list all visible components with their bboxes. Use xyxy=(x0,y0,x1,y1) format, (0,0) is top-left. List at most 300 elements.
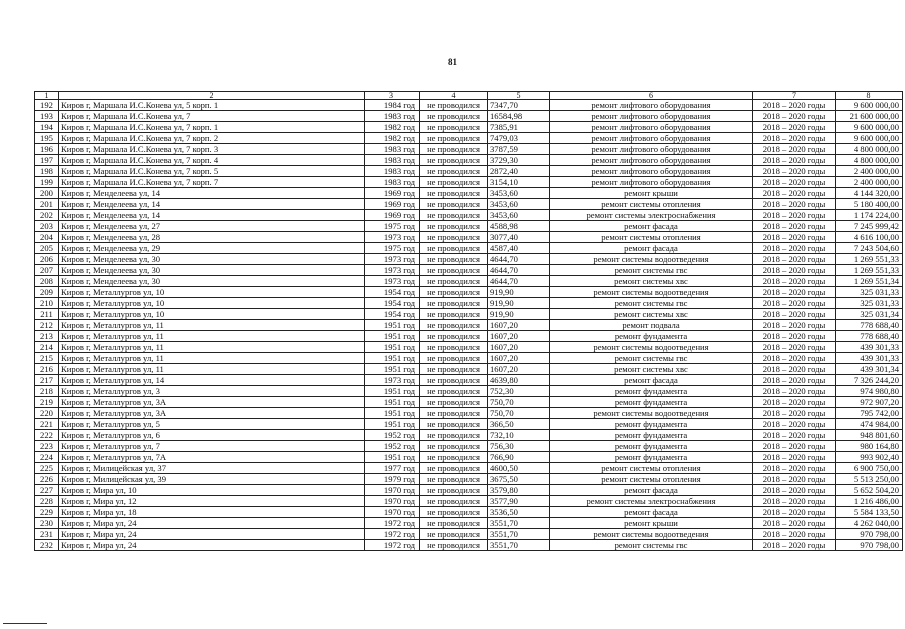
work-type-cell: ремонт системы отопления xyxy=(550,232,753,243)
period-cell: 2018 – 2020 годы xyxy=(753,199,836,210)
table-row xyxy=(35,144,903,155)
address-cell: Киров г, Металлургов ул, 11 xyxy=(59,364,365,375)
work-type-cell: ремонт лифтового оборудования xyxy=(550,177,753,188)
address-cell: Киров г, Милицейская ул, 39 xyxy=(59,474,365,485)
column-number-8: 8 xyxy=(836,92,903,100)
column-number-6: 6 xyxy=(550,92,753,100)
table-row xyxy=(35,463,903,474)
build-year-cell: 1973 год xyxy=(365,232,420,243)
cost-cell: 4 144 320,00 xyxy=(836,188,903,199)
cost-cell: 474 984,00 xyxy=(836,419,903,430)
work-type-cell: ремонт лифтового оборудования xyxy=(550,155,753,166)
table-row xyxy=(35,375,903,386)
cost-cell: 5 652 504,20 xyxy=(836,485,903,496)
table-row xyxy=(35,364,903,375)
address-cell: Киров г, Металлургов ул, 7 xyxy=(59,441,365,452)
build-year-cell: 1973 год xyxy=(365,375,420,386)
address-cell: Киров г, Металлургов ул, 5 xyxy=(59,419,365,430)
row-number-cell: 215 xyxy=(35,353,59,364)
address-cell: Киров г, Менделеева ул, 28 xyxy=(59,232,365,243)
table-row xyxy=(35,485,903,496)
work-type-cell: ремонт фасада xyxy=(550,375,753,386)
area-cell: 3729,30 xyxy=(488,155,550,166)
last-repair-cell: не проводился xyxy=(420,243,488,254)
table-row xyxy=(35,166,903,177)
area-cell: 16584,98 xyxy=(488,111,550,122)
area-cell: 4639,80 xyxy=(488,375,550,386)
area-cell: 3551,70 xyxy=(488,518,550,529)
address-cell: Киров г, Менделеева ул, 30 xyxy=(59,254,365,265)
cost-cell: 972 907,20 xyxy=(836,397,903,408)
work-type-cell: ремонт системы хвс xyxy=(550,276,753,287)
period-cell: 2018 – 2020 годы xyxy=(753,375,836,386)
address-cell: Киров г, Маршала И.С.Конева ул, 7 корп. 4 xyxy=(59,155,365,166)
address-cell: Киров г, Металлургов ул, 3А xyxy=(59,408,365,419)
period-cell: 2018 – 2020 годы xyxy=(753,529,836,540)
table-row xyxy=(35,133,903,144)
table-row xyxy=(35,430,903,441)
last-repair-cell: не проводился xyxy=(420,375,488,386)
table-row xyxy=(35,441,903,452)
cost-cell: 325 031,33 xyxy=(836,287,903,298)
build-year-cell: 1983 год xyxy=(365,177,420,188)
area-cell: 2872,40 xyxy=(488,166,550,177)
table-row xyxy=(35,210,903,221)
row-number-cell: 227 xyxy=(35,485,59,496)
cost-cell: 21 600 000,00 xyxy=(836,111,903,122)
table-row xyxy=(35,529,903,540)
build-year-cell: 1951 год xyxy=(365,397,420,408)
row-number-cell: 206 xyxy=(35,254,59,265)
build-year-cell: 1951 год xyxy=(365,408,420,419)
last-repair-cell: не проводился xyxy=(420,100,488,111)
work-type-cell: ремонт системы электроснабжения xyxy=(550,210,753,221)
period-cell: 2018 – 2020 годы xyxy=(753,133,836,144)
work-type-cell: ремонт лифтового оборудования xyxy=(550,122,753,133)
work-type-cell: ремонт фасада xyxy=(550,485,753,496)
period-cell: 2018 – 2020 годы xyxy=(753,474,836,485)
area-cell: 756,30 xyxy=(488,441,550,452)
last-repair-cell: не проводился xyxy=(420,111,488,122)
cost-cell: 9 600 000,00 xyxy=(836,133,903,144)
period-cell: 2018 – 2020 годы xyxy=(753,408,836,419)
build-year-cell: 1975 год xyxy=(365,221,420,232)
build-year-cell: 1951 год xyxy=(365,364,420,375)
area-cell: 919,90 xyxy=(488,298,550,309)
table-row xyxy=(35,496,903,507)
period-cell: 2018 – 2020 годы xyxy=(753,309,836,320)
last-repair-cell: не проводился xyxy=(420,287,488,298)
cost-cell: 970 798,00 xyxy=(836,540,903,551)
work-type-cell: ремонт лифтового оборудования xyxy=(550,100,753,111)
cost-cell: 325 031,33 xyxy=(836,298,903,309)
area-cell: 3579,80 xyxy=(488,485,550,496)
last-repair-cell: не проводился xyxy=(420,496,488,507)
build-year-cell: 1951 год xyxy=(365,452,420,463)
cost-cell: 439 301,34 xyxy=(836,364,903,375)
area-cell: 3453,60 xyxy=(488,199,550,210)
build-year-cell: 1951 год xyxy=(365,353,420,364)
table-row xyxy=(35,507,903,518)
row-number-cell: 218 xyxy=(35,386,59,397)
last-repair-cell: не проводился xyxy=(420,254,488,265)
address-cell: Киров г, Менделеева ул, 30 xyxy=(59,265,365,276)
row-number-cell: 228 xyxy=(35,496,59,507)
row-number-cell: 214 xyxy=(35,342,59,353)
address-cell: Киров г, Металлургов ул, 10 xyxy=(59,287,365,298)
cost-cell: 7 245 999,42 xyxy=(836,221,903,232)
address-cell: Киров г, Маршала И.С.Конева ул, 7 xyxy=(59,111,365,122)
area-cell: 4644,70 xyxy=(488,265,550,276)
address-cell: Киров г, Менделеева ул, 30 xyxy=(59,276,365,287)
period-cell: 2018 – 2020 годы xyxy=(753,254,836,265)
column-number-5: 5 xyxy=(488,92,550,100)
column-number-7: 7 xyxy=(753,92,836,100)
cost-cell: 1 269 551,33 xyxy=(836,254,903,265)
build-year-cell: 1952 год xyxy=(365,441,420,452)
last-repair-cell: не проводился xyxy=(420,474,488,485)
period-cell: 2018 – 2020 годы xyxy=(753,485,836,496)
table-row xyxy=(35,386,903,397)
build-year-cell: 1983 год xyxy=(365,111,420,122)
area-cell: 750,70 xyxy=(488,397,550,408)
area-cell: 3453,60 xyxy=(488,188,550,199)
work-type-cell: ремонт фундамента xyxy=(550,430,753,441)
area-cell: 752,30 xyxy=(488,386,550,397)
cost-cell: 2 400 000,00 xyxy=(836,166,903,177)
work-type-cell: ремонт фундамента xyxy=(550,452,753,463)
work-type-cell: ремонт системы водоотведения xyxy=(550,287,753,298)
address-cell: Киров г, Металлургов ул, 10 xyxy=(59,309,365,320)
last-repair-cell: не проводился xyxy=(420,188,488,199)
build-year-cell: 1973 год xyxy=(365,254,420,265)
period-cell: 2018 – 2020 годы xyxy=(753,177,836,188)
table-row xyxy=(35,155,903,166)
period-cell: 2018 – 2020 годы xyxy=(753,353,836,364)
period-cell: 2018 – 2020 годы xyxy=(753,298,836,309)
address-cell: Киров г, Мира ул, 18 xyxy=(59,507,365,518)
area-cell: 3536,50 xyxy=(488,507,550,518)
row-number-cell: 213 xyxy=(35,331,59,342)
build-year-cell: 1983 год xyxy=(365,144,420,155)
last-repair-cell: не проводился xyxy=(420,364,488,375)
build-year-cell: 1951 год xyxy=(365,419,420,430)
table-row xyxy=(35,188,903,199)
period-cell: 2018 – 2020 годы xyxy=(753,364,836,375)
table-row xyxy=(35,452,903,463)
area-cell: 750,70 xyxy=(488,408,550,419)
work-type-cell: ремонт системы отопления xyxy=(550,474,753,485)
area-cell: 1607,20 xyxy=(488,331,550,342)
period-cell: 2018 – 2020 годы xyxy=(753,265,836,276)
build-year-cell: 1969 год xyxy=(365,210,420,221)
row-number-cell: 222 xyxy=(35,430,59,441)
cost-cell: 4 616 100,00 xyxy=(836,232,903,243)
address-cell: Киров г, Металлургов ул, 3 xyxy=(59,386,365,397)
period-cell: 2018 – 2020 годы xyxy=(753,155,836,166)
last-repair-cell: не проводился xyxy=(420,397,488,408)
table-row xyxy=(35,265,903,276)
last-repair-cell: не проводился xyxy=(420,232,488,243)
build-year-cell: 1972 год xyxy=(365,518,420,529)
area-cell: 3551,70 xyxy=(488,529,550,540)
build-year-cell: 1975 год xyxy=(365,243,420,254)
work-type-cell: ремонт системы гвс xyxy=(550,298,753,309)
row-number-cell: 199 xyxy=(35,177,59,188)
area-cell: 1607,20 xyxy=(488,364,550,375)
build-year-cell: 1982 год xyxy=(365,133,420,144)
area-cell: 732,10 xyxy=(488,430,550,441)
row-number-cell: 200 xyxy=(35,188,59,199)
last-repair-cell: не проводился xyxy=(420,166,488,177)
period-cell: 2018 – 2020 годы xyxy=(753,144,836,155)
table-row xyxy=(35,276,903,287)
build-year-cell: 1970 год xyxy=(365,485,420,496)
table-row xyxy=(35,243,903,254)
row-number-cell: 204 xyxy=(35,232,59,243)
row-number-cell: 221 xyxy=(35,419,59,430)
cost-cell: 1 269 551,33 xyxy=(836,265,903,276)
build-year-cell: 1952 год xyxy=(365,430,420,441)
area-cell: 4588,98 xyxy=(488,221,550,232)
area-cell: 7479,03 xyxy=(488,133,550,144)
last-repair-cell: не проводился xyxy=(420,353,488,364)
cost-cell: 970 798,00 xyxy=(836,529,903,540)
cost-cell: 948 801,60 xyxy=(836,430,903,441)
row-number-cell: 229 xyxy=(35,507,59,518)
area-cell: 4644,70 xyxy=(488,276,550,287)
footnote-divider xyxy=(3,623,47,624)
area-cell: 766,90 xyxy=(488,452,550,463)
period-cell: 2018 – 2020 годы xyxy=(753,276,836,287)
work-type-cell: ремонт фасада xyxy=(550,507,753,518)
row-number-cell: 202 xyxy=(35,210,59,221)
build-year-cell: 1982 год xyxy=(365,122,420,133)
address-cell: Киров г, Мира ул, 10 xyxy=(59,485,365,496)
build-year-cell: 1977 год xyxy=(365,463,420,474)
work-type-cell: ремонт системы гвс xyxy=(550,353,753,364)
address-cell: Киров г, Менделеева ул, 27 xyxy=(59,221,365,232)
address-cell: Киров г, Маршала И.С.Конева ул, 7 корп. 5 xyxy=(59,166,365,177)
table-row xyxy=(35,320,903,331)
last-repair-cell: не проводился xyxy=(420,122,488,133)
last-repair-cell: не проводился xyxy=(420,199,488,210)
area-cell: 4587,40 xyxy=(488,243,550,254)
area-cell: 366,50 xyxy=(488,419,550,430)
address-cell: Киров г, Металлургов ул, 11 xyxy=(59,342,365,353)
build-year-cell: 1970 год xyxy=(365,507,420,518)
area-cell: 3551,70 xyxy=(488,540,550,551)
table-row xyxy=(35,342,903,353)
period-cell: 2018 – 2020 годы xyxy=(753,122,836,133)
row-number-cell: 203 xyxy=(35,221,59,232)
cost-cell: 5 513 250,00 xyxy=(836,474,903,485)
address-cell: Киров г, Металлургов ул, 6 xyxy=(59,430,365,441)
row-number-cell: 217 xyxy=(35,375,59,386)
last-repair-cell: не проводился xyxy=(420,441,488,452)
build-year-cell: 1954 год xyxy=(365,298,420,309)
area-cell: 1607,20 xyxy=(488,342,550,353)
address-cell: Киров г, Металлургов ул, 3А xyxy=(59,397,365,408)
period-cell: 2018 – 2020 годы xyxy=(753,342,836,353)
table-row xyxy=(35,331,903,342)
build-year-cell: 1983 год xyxy=(365,166,420,177)
address-cell: Киров г, Маршала И.С.Конева ул, 7 корп. 7 xyxy=(59,177,365,188)
last-repair-cell: не проводился xyxy=(420,529,488,540)
repair-register-table xyxy=(34,91,903,551)
last-repair-cell: не проводился xyxy=(420,298,488,309)
row-number-cell: 224 xyxy=(35,452,59,463)
work-type-cell: ремонт системы гвс xyxy=(550,265,753,276)
work-type-cell: ремонт системы водоотведения xyxy=(550,529,753,540)
work-type-cell: ремонт фундамента xyxy=(550,397,753,408)
work-type-cell: ремонт системы хвс xyxy=(550,364,753,375)
address-cell: Киров г, Металлургов ул, 7А xyxy=(59,452,365,463)
area-cell: 3787,59 xyxy=(488,144,550,155)
last-repair-cell: не проводился xyxy=(420,276,488,287)
address-cell: Киров г, Металлургов ул, 11 xyxy=(59,331,365,342)
work-type-cell: ремонт лифтового оборудования xyxy=(550,144,753,155)
row-number-cell: 205 xyxy=(35,243,59,254)
build-year-cell: 1951 год xyxy=(365,331,420,342)
build-year-cell: 1969 год xyxy=(365,199,420,210)
row-number-cell: 212 xyxy=(35,320,59,331)
last-repair-cell: не проводился xyxy=(420,507,488,518)
area-cell: 919,90 xyxy=(488,309,550,320)
area-cell: 3154,10 xyxy=(488,177,550,188)
period-cell: 2018 – 2020 годы xyxy=(753,441,836,452)
row-number-cell: 210 xyxy=(35,298,59,309)
address-cell: Киров г, Металлургов ул, 14 xyxy=(59,375,365,386)
address-cell: Киров г, Металлургов ул, 11 xyxy=(59,353,365,364)
build-year-cell: 1984 год xyxy=(365,100,420,111)
row-number-cell: 209 xyxy=(35,287,59,298)
last-repair-cell: не проводился xyxy=(420,342,488,353)
last-repair-cell: не проводился xyxy=(420,540,488,551)
table-row xyxy=(35,254,903,265)
period-cell: 2018 – 2020 годы xyxy=(753,463,836,474)
table-row xyxy=(35,232,903,243)
area-cell: 3077,40 xyxy=(488,232,550,243)
period-cell: 2018 – 2020 годы xyxy=(753,540,836,551)
address-cell: Киров г, Менделеева ул, 14 xyxy=(59,188,365,199)
row-number-cell: 211 xyxy=(35,309,59,320)
address-cell: Киров г, Милицейская ул, 37 xyxy=(59,463,365,474)
period-cell: 2018 – 2020 годы xyxy=(753,518,836,529)
cost-cell: 5 180 400,00 xyxy=(836,199,903,210)
table-row xyxy=(35,397,903,408)
period-cell: 2018 – 2020 годы xyxy=(753,397,836,408)
period-cell: 2018 – 2020 годы xyxy=(753,111,836,122)
address-cell: Киров г, Мира ул, 24 xyxy=(59,518,365,529)
cost-cell: 325 031,34 xyxy=(836,309,903,320)
address-cell: Киров г, Маршала И.С.Конева ул, 7 корп. 2 xyxy=(59,133,365,144)
row-number-cell: 225 xyxy=(35,463,59,474)
area-cell: 4644,70 xyxy=(488,254,550,265)
last-repair-cell: не проводился xyxy=(420,221,488,232)
work-type-cell: ремонт подвала xyxy=(550,320,753,331)
cost-cell: 974 980,80 xyxy=(836,386,903,397)
cost-cell: 6 900 750,00 xyxy=(836,463,903,474)
cost-cell: 993 902,40 xyxy=(836,452,903,463)
last-repair-cell: не проводился xyxy=(420,309,488,320)
work-type-cell: ремонт лифтового оборудования xyxy=(550,111,753,122)
work-type-cell: ремонт фундамента xyxy=(550,419,753,430)
build-year-cell: 1983 год xyxy=(365,155,420,166)
work-type-cell: ремонт системы водоотведения xyxy=(550,342,753,353)
work-type-cell: ремонт фасада xyxy=(550,243,753,254)
column-number-1: 1 xyxy=(35,92,59,100)
build-year-cell: 1954 год xyxy=(365,309,420,320)
period-cell: 2018 – 2020 годы xyxy=(753,386,836,397)
address-cell: Киров г, Менделеева ул, 14 xyxy=(59,199,365,210)
row-number-cell: 197 xyxy=(35,155,59,166)
cost-cell: 439 301,33 xyxy=(836,342,903,353)
row-number-cell: 216 xyxy=(35,364,59,375)
work-type-cell: ремонт системы гвс xyxy=(550,540,753,551)
table-row xyxy=(35,518,903,529)
address-cell: Киров г, Мира ул, 12 xyxy=(59,496,365,507)
work-type-cell: ремонт системы отопления xyxy=(550,463,753,474)
period-cell: 2018 – 2020 годы xyxy=(753,188,836,199)
table-row xyxy=(35,122,903,133)
area-cell: 1607,20 xyxy=(488,353,550,364)
address-cell: Киров г, Мира ул, 24 xyxy=(59,540,365,551)
last-repair-cell: не проводился xyxy=(420,177,488,188)
row-number-cell: 226 xyxy=(35,474,59,485)
period-cell: 2018 – 2020 годы xyxy=(753,452,836,463)
table-row xyxy=(35,419,903,430)
area-cell: 3453,60 xyxy=(488,210,550,221)
work-type-cell: ремонт системы водоотведения xyxy=(550,254,753,265)
cost-cell: 439 301,33 xyxy=(836,353,903,364)
cost-cell: 4 800 000,00 xyxy=(836,144,903,155)
work-type-cell: ремонт системы хвс xyxy=(550,309,753,320)
table-row xyxy=(35,540,903,551)
row-number-cell: 219 xyxy=(35,397,59,408)
period-cell: 2018 – 2020 годы xyxy=(753,320,836,331)
address-cell: Киров г, Менделеева ул, 14 xyxy=(59,210,365,221)
last-repair-cell: не проводился xyxy=(420,386,488,397)
last-repair-cell: не проводился xyxy=(420,265,488,276)
cost-cell: 7 326 244,20 xyxy=(836,375,903,386)
work-type-cell: ремонт фундамента xyxy=(550,386,753,397)
table-row xyxy=(35,474,903,485)
build-year-cell: 1970 год xyxy=(365,496,420,507)
row-number-cell: 207 xyxy=(35,265,59,276)
cost-cell: 7 243 504,60 xyxy=(836,243,903,254)
table-row xyxy=(35,111,903,122)
area-cell: 3577,90 xyxy=(488,496,550,507)
area-cell: 1607,20 xyxy=(488,320,550,331)
address-cell: Киров г, Менделеева ул, 29 xyxy=(59,243,365,254)
table-row xyxy=(35,353,903,364)
period-cell: 2018 – 2020 годы xyxy=(753,419,836,430)
area-cell: 4600,50 xyxy=(488,463,550,474)
row-number-cell: 196 xyxy=(35,144,59,155)
period-cell: 2018 – 2020 годы xyxy=(753,287,836,298)
last-repair-cell: не проводился xyxy=(420,320,488,331)
cost-cell: 4 262 040,00 xyxy=(836,518,903,529)
last-repair-cell: не проводился xyxy=(420,485,488,496)
row-number-cell: 208 xyxy=(35,276,59,287)
table-row xyxy=(35,287,903,298)
column-number-header-row xyxy=(35,92,903,100)
last-repair-cell: не проводился xyxy=(420,452,488,463)
row-number-cell: 230 xyxy=(35,518,59,529)
build-year-cell: 1979 год xyxy=(365,474,420,485)
cost-cell: 1 174 224,00 xyxy=(836,210,903,221)
